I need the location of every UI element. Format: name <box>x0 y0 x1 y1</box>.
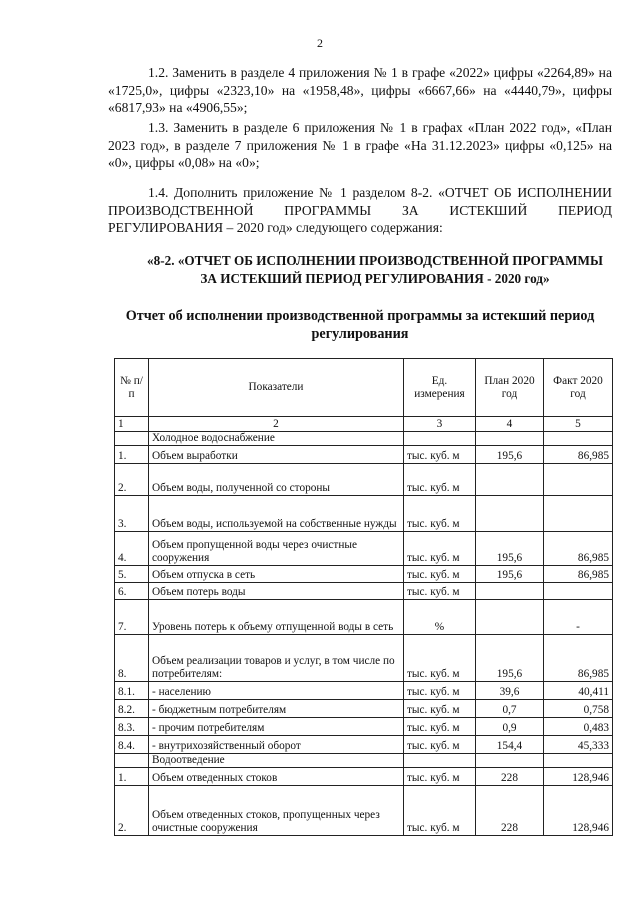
report-title: Отчет об исполнении производственной программы за истекший период регулирования <box>125 308 595 342</box>
row-fact: 86,985 <box>544 635 613 682</box>
section-title: «8-2. «ОТЧЕТ ОБ ИСПОЛНЕНИИ ПРОИЗВОДСТВЕННОЙ ПРОГРАММЫ ЗА ИСТЕКШИЙ ПЕРИОД РЕГУЛИРОВАНИЯ - 2020 год» <box>147 253 603 286</box>
row-plan: 228 <box>476 768 544 786</box>
row-number: 8.3. <box>115 718 149 736</box>
row-indicator: Объем реализации товаров и услуг, в том числе по потребителям: <box>149 635 404 682</box>
row-number: 8.2. <box>115 700 149 718</box>
row-fact <box>544 583 613 600</box>
row-unit: % <box>404 600 476 635</box>
col-number: 4 <box>476 417 544 432</box>
row-indicator: Объем потерь воды <box>149 583 404 600</box>
table-row <box>115 768 613 786</box>
table-row <box>115 682 613 700</box>
row-unit: тыс. куб. м <box>404 464 476 496</box>
row-number: 2. <box>115 786 149 836</box>
paragraph-1-3 <box>108 119 612 172</box>
paragraph-1-2 <box>108 64 612 117</box>
row-plan: 39,6 <box>476 682 544 700</box>
row-fact: 45,333 <box>544 736 613 754</box>
table-row <box>115 635 613 682</box>
row-indicator: Объем выработки <box>149 446 404 464</box>
row-plan: 195,6 <box>476 566 544 583</box>
report-table <box>114 358 613 836</box>
table-row <box>115 718 613 736</box>
row-indicator: Объем воды, используемой на собственные нужды <box>149 496 404 532</box>
row-number: 1. <box>115 446 149 464</box>
row-plan: 0,9 <box>476 718 544 736</box>
paragraph-1-3-text: 1.3. Заменить в разделе 6 приложения № 1 в графах «План 2022 год», «План 2023 год», в разделе 7 приложения № 1 в графе «На 31.12.2023» цифры «0,125» на «0», цифры «0,08» на «0»; <box>108 120 612 170</box>
row-fact: 86,985 <box>544 566 613 583</box>
row-indicator: Объем воды, полученной со стороны <box>149 464 404 496</box>
row-unit: тыс. куб. м <box>404 718 476 736</box>
row-unit: тыс. куб. м <box>404 583 476 600</box>
table-row <box>115 700 613 718</box>
col-number: 5 <box>544 417 613 432</box>
table-row <box>115 566 613 583</box>
paragraph-1-4-text: 1.4. Дополнить приложение № 1 разделом 8-2. «ОТЧЕТ ОБ ИСПОЛНЕНИИ ПРОИЗВОДСТВЕННОЙ ПРОГРАММЫ ЗА ИСТЕКШИЙ ПЕРИОД РЕГУЛИРОВАНИЯ – 2020 год» следующего содержания: <box>108 185 612 235</box>
paragraph-1-2-text: 1.2. Заменить в разделе 4 приложения № 1 в графе «2022» цифры «2264,89» на «1725,0», цифры «2323,10» на «1958,48», цифры «6667,66» на «4440,79», цифры «6817,93» на «4906,55»; <box>108 65 612 115</box>
row-number: 2. <box>115 464 149 496</box>
row-plan: 195,6 <box>476 532 544 566</box>
row-unit: тыс. куб. м <box>404 496 476 532</box>
row-plan: 154,4 <box>476 736 544 754</box>
page-number: 2 <box>317 36 323 50</box>
row-fact <box>544 496 613 532</box>
row-number: 8.1. <box>115 682 149 700</box>
section-row <box>115 432 613 446</box>
paragraph-1-4 <box>108 184 612 237</box>
section-name: Холодное водоснабжение <box>149 432 404 446</box>
row-fact: 0,758 <box>544 700 613 718</box>
row-indicator: Объем пропущенной воды через очистные сооружения <box>149 532 404 566</box>
row-indicator: - бюджетным потребителям <box>149 700 404 718</box>
header-indicator: Показатели <box>149 359 404 417</box>
row-plan <box>476 583 544 600</box>
row-fact: 128,946 <box>544 768 613 786</box>
section-row <box>115 754 613 768</box>
row-indicator: Уровень потерь к объему отпущенной воды в сеть <box>149 600 404 635</box>
header-unit: Ед. измерения <box>404 359 476 417</box>
row-number: 5. <box>115 566 149 583</box>
row-number: 3. <box>115 496 149 532</box>
col-number: 2 <box>149 417 404 432</box>
row-unit: тыс. куб. м <box>404 786 476 836</box>
row-plan <box>476 600 544 635</box>
col-number: 1 <box>115 417 149 432</box>
row-indicator: - внутрихозяйственный оборот <box>149 736 404 754</box>
row-unit: тыс. куб. м <box>404 736 476 754</box>
row-unit: тыс. куб. м <box>404 768 476 786</box>
table-row <box>115 496 613 532</box>
row-indicator: - прочим потребителям <box>149 718 404 736</box>
table-row <box>115 600 613 635</box>
row-fact: 0,483 <box>544 718 613 736</box>
row-number: 6. <box>115 583 149 600</box>
row-unit: тыс. куб. м <box>404 566 476 583</box>
row-plan: 195,6 <box>476 446 544 464</box>
row-unit: тыс. куб. м <box>404 682 476 700</box>
row-number: 8. <box>115 635 149 682</box>
table-row <box>115 464 613 496</box>
row-number: 4. <box>115 532 149 566</box>
header-num: № п/п <box>115 359 149 417</box>
col-number: 3 <box>404 417 476 432</box>
row-unit: тыс. куб. м <box>404 700 476 718</box>
row-number: 7. <box>115 600 149 635</box>
header-row <box>115 359 613 417</box>
row-unit: тыс. куб. м <box>404 532 476 566</box>
row-plan <box>476 496 544 532</box>
table-row <box>115 583 613 600</box>
table-row <box>115 532 613 566</box>
header-fact: Факт 2020 год <box>544 359 613 417</box>
section-name: Водоотведение <box>149 754 404 768</box>
row-indicator: Объем отведенных стоков, пропущенных через очистные сооружения <box>149 786 404 836</box>
header-plan: План 2020 год <box>476 359 544 417</box>
row-plan: 195,6 <box>476 635 544 682</box>
table-row <box>115 446 613 464</box>
table-row <box>115 736 613 754</box>
row-fact: - <box>544 600 613 635</box>
row-unit: тыс. куб. м <box>404 446 476 464</box>
row-number: 8.4. <box>115 736 149 754</box>
row-plan <box>476 464 544 496</box>
row-indicator: Объем отпуска в сеть <box>149 566 404 583</box>
row-number: 1. <box>115 768 149 786</box>
row-indicator: - населению <box>149 682 404 700</box>
table-row <box>115 786 613 836</box>
row-indicator: Объем отведенных стоков <box>149 768 404 786</box>
row-plan: 228 <box>476 786 544 836</box>
row-plan: 0,7 <box>476 700 544 718</box>
row-fact: 40,411 <box>544 682 613 700</box>
row-fact: 128,946 <box>544 786 613 836</box>
column-number-row <box>115 417 613 432</box>
row-fact: 86,985 <box>544 446 613 464</box>
row-unit: тыс. куб. м <box>404 635 476 682</box>
row-fact: 86,985 <box>544 532 613 566</box>
row-fact <box>544 464 613 496</box>
